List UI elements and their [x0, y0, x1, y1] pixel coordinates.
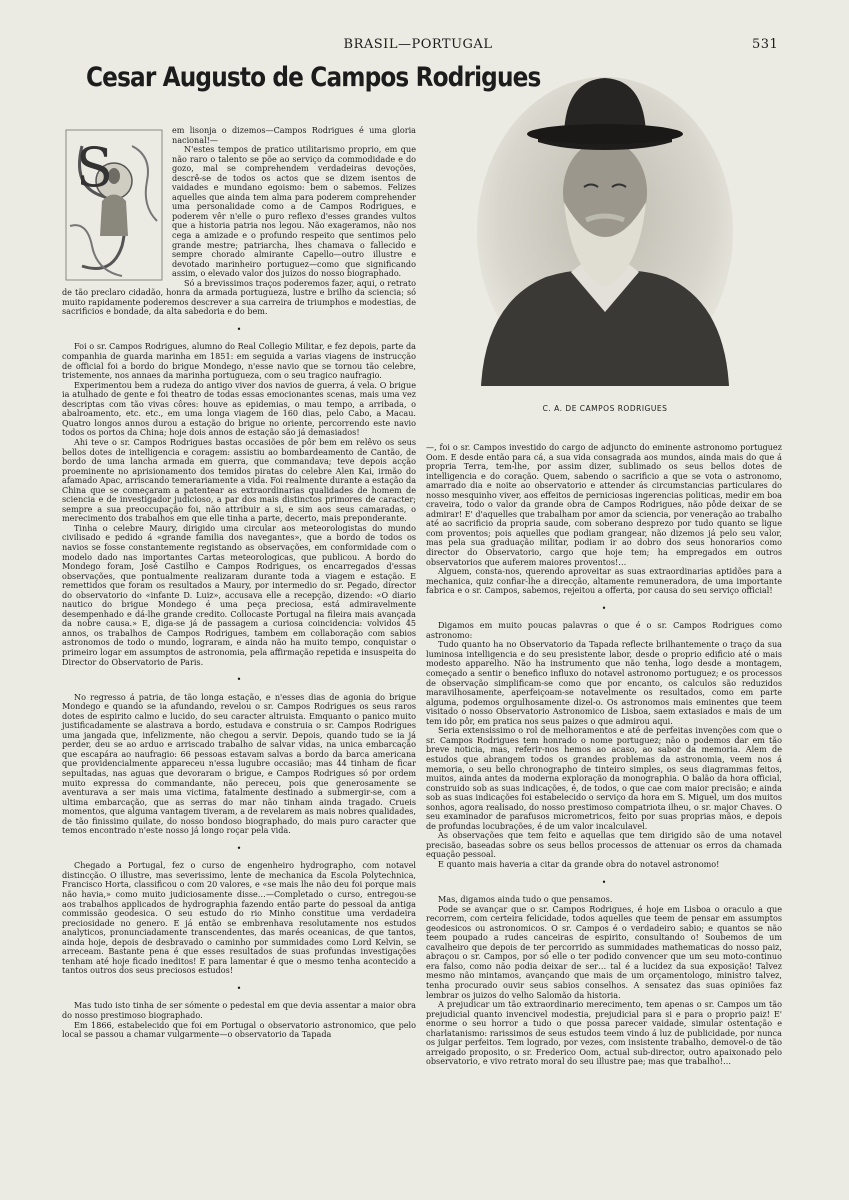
section-separator: •	[236, 983, 242, 993]
paragraph: Chegado a Portugal, fez o curso de engenheiro hydrographo, com notavel distincção. O illustre, mas severissimo, lente de mechanica da Escola Polytechnica, Francisco Horta, classificou o com 20 valores, e «se mais lhe não deu foi porque mais não havia,» como muito judiciosamente disse…—Completado o curso, entregou-se aos trabalhos applicados de hydrographia fazendo então parte do pessoal da antiga commissão geodesica. O seu estudo do rio Minho constitue uma verdadeira preciosidade no genero. E já então se embrenhava resolutamente nos estudos analyticos, pronunciadamente transcendentes, das marés oceanicas, de que tantos, ainda hoje, depois de desbravado o caminho por summidades como Lord Kelvin, se arreceam. Bastante pena é que esses resultados de suas profundas investigações tenham até hoje ficado ineditos! E para lamentar é que o mesmo tenha acontecido a tantos outros dos seus preciosos estudos!	[62, 860, 416, 976]
section-separator: •	[601, 877, 607, 887]
page-number: 531	[752, 37, 779, 52]
paragraph: Em 1866, estabelecido que foi em Portugal o observatorio astronomico, que pelo local se passou a chamar vulgarmente—o observatorio da Tapada	[62, 1019, 416, 1040]
paragraph: N'estes tempos de pratico utilitarismo proprio, em que não raro o talento se põe ao serviço da commodidade e do gozo, mal se comprehendem verdadeiras devoções, descrê-se de todos os actos que se dizem isentos de vaidades e mundano egoismo: bem o sabemos. Felizes aquelles que ainda tem alma para poderem comprehender uma personalidade como a de Campos Rodrigues, e poderem vêr n'elle o puro reflexo d'esses grandes vultos que a historia patria nos legou. Não exageramos, não nos cega a amizade e o profundo respeito que sentimos pelo grande mestre; patriarcha, lhes chamava o fallecido e sempre chorado almirante Capello—outro illustre e devotado marinheiro portuguez—como que significando assim, o elevado valor dos juizos do nosso biographado.	[172, 144, 416, 279]
section-separator: •	[236, 324, 242, 334]
left-column	[62, 126, 416, 1040]
running-head: BRASIL—PORTUGAL	[343, 37, 493, 52]
paragraph: Alguem, consta-nos, querendo aproveitar as suas extraordinarias aptidões para a mechanica, quiz confiar-lhe a direcção, altamente remuneradora, de uma importante fabrica e o sr. Campos, sabemos, rejeitou a offerta, por causa do seu serviço official!	[426, 566, 782, 596]
section-separator: •	[601, 603, 607, 613]
paragraph: Experimentou bem a rudeza do antigo viver dos navios de guerra, á vela. O brigue ia atulhado de gente e foi theatro de todas essas emocionantes scenas, mais uma vez descriptas com tão vivas côres: houve as epidemias, o mau tempo, a arribada, o abalroamento, etc. etc., em uma longa viagem de 160 dias, pelo Cabo, a Macau. Quatro longos annos durou a estação do brigue no oriente, percorrendo este navio todos os portos da China; hoje dois annos de estação são já demasiados!	[62, 379, 416, 438]
dropcap-ornament-icon	[62, 126, 166, 284]
article-title: Cesar Augusto de Campos Rodrigues	[86, 62, 541, 93]
paragraph: Tinha o celebre Maury, dirigido uma circular aos meteorologistas do mundo civilisado e pedido á «grande familia dos navegantes», que a bordo de todos os navios se fosse constantemente registando as observações, em conformidade com o modelo dado nas importantes Cartas meteorologicas, que publicou. A bordo do Mondego foram, José Castilho e Campos Rodrigues, os encarregados d'essas observações, que pontualmente realizaram durante toda a viagem e estação. E remettidos que foram os resultados a Maury, por intermedio do sr. Pegado, director do observatorio do «infante D. Luiz», accusava elle a recepção, dizendo: «O diario nautico do brigue Mondego é uma peça preciosa, está admiravelmente desempenhado e dá-lhe grande credito. Collocaste Portugal na fileira mais avançada da nobre causa.» E, diga-se já de passagem a curiosa coincidencia: volvidos 45 annos, os trabalhos de Campos Rodrigues, tambem em collaboração com sabios astronomos de todo o mundo, lograram, e ainda não ha muito tempo, conquistar o primeiro logar em assumptos de astronomia, pela affirmação repetida e insuspeita do Director do Observatorio de Paris.	[62, 522, 416, 667]
paragraph: Ahi teve o sr. Campos Rodrigues bastas occasiões de pôr bem em relêvo os seus bellos dotes de intelligencia e coragem: assistiu ao bombardeamento de Cantão, de bordo de uma lancha armada em guerra, que commandava; teve depois acção proeminente no aprisionamento dos temidos piratas do celebre Alen Kai, irmão do afamado Apac, arriscando temerariamente a vida. Foi realmente durante a estação da China que se começaram a patentear as extraordinarias qualidades de homem de sciencia e de investigador judicioso, a par dos mais distinctos primores de caracter; sempre a sua preoccupação foi, não attribuir a si, e sim aos seus camaradas, o merecimento dos trabalhos em que elle tinha a parte, decerto, mais preponderante.	[62, 436, 417, 524]
portrait-photo	[476, 72, 734, 386]
paragraph: Tudo quanto ha no Observatorio da Tapada reflecte brilhantemente o traço da sua luminosa intelligencia e do seu presistente labor, desde o proprio edificio até o mais modesto apparelho. Não ha instrumento que não tenha, logo desde a montagem, começado a sentir o benefico influxo do notavel astronomo portuguez; e os processos de observação simplificam-se como que por encanto, os calculos são reduzidos maravilhosamente, aperfeiçoam-se notavelmente os resultados, como em parte alguma, podemos orgulhosamente dizel-o. Os astronomos mais eminentes que teem visitado o nosso Observatorio Astronomico de Lisboa, saem extasiados e mais de um tem ido pôr, em pratica nos seus paizes o que admirou aqui.	[426, 639, 782, 726]
section-separator: •	[236, 843, 242, 853]
paragraph: Foi o sr. Campos Rodrigues, alumno do Real Collegio Militar, e fez depois, parte da companhia de guarda marinha em 1851: em seguida a varias viagens de instrucção de official foi a bordo do brigue Mondego, n'esse navio que se tornou tão celebre, tristemente, nos annaes da marinha portugueza, com o seu tragico naufragio.	[62, 341, 416, 381]
paragraph: No regresso á patria, de tão longa estação, e n'esses dias de agonia do brigue Mondego e quando se ia afundando, revelou o sr. Campos Rodrigues os seus raros dotes de espirito calmo e lucido, do seu caracter altruista. Emquanto o panico muito justificadamente se alastrava a bordo, estudava e construia o sr. Campos Rodrigues uma jangada que, infelizmente, não chegou a servir. Depois, quando tudo se ia já perder, deu se ao arduo e arriscado trabalho de salvar vidas, na unica embarcação que escapára ao naufragio: 66 pessoas estavam salvas a bordo da barca americana que providencialmente appareceu n'essa lugubre occasião; mas 44 tinham de ficar sepultadas, nas aguas que devoraram o brigue, e Campos Rodrigues só por ordem muito expressa do commandante, não pereceu, pois que generosamente se aventurava a ser mais uma victima, fatalmente destinado a submergir-se, com a ultima embarcação, que as serras do mar não tinham ainda tragado. Crueis momentos, que alguma vantagem tiveram, a de revelarem as mais nobres qualidades, de tão finissimo quilate, do nosso bondoso biographado, do mais puro caracter que temos encontrado n'este nosso já longo roçar pela vida.	[62, 691, 416, 836]
paragraph: Mas, digamos ainda tudo o que pensamos.	[438, 894, 613, 905]
paragraph: Mas tudo isto tinha de ser sómente o pedestal em que devia assentar a maior obra do nosso prestimoso biographado.	[62, 1000, 416, 1021]
portrait-caption: C. A. DE CAMPOS RODRIGUES	[542, 404, 668, 413]
paragraph: em lisonja o dizemos—Campos Rodrigues é uma gloria nacional!—	[172, 125, 416, 145]
paragraph: E quanto mais haveria a citar da grande obra do notavel astronomo!	[438, 858, 720, 869]
dropcap-letter: S	[76, 136, 113, 199]
paragraph: A prejudicar um tão extraordinario merecimento, tem apenas o sr. Campos um tão prejudicial quanto invencivel modestia, prejudicial para si e para o proprio paiz! E' enorme o seu horror a tudo o que possa parecer vaidade, simular ostentação e charlatanismo: rarissimos de seus estudos teem vindo á luz de publicidade, por nunca os julgar perfeitos. Tem logrado, por vezes, com insistente trabalho, demovel-o de tão arreigado proposito, o sr. Frederico Oom, actual sub-director, outro apaixonado pelo observatorio, e vivo retrato moral do seu illustre pae; mas que trabalho!…	[426, 999, 782, 1067]
section-separator: •	[236, 675, 242, 685]
paragraph: Seria extensissimo o rol de melhoramentos e até de perfeitas invenções com que o sr. Campos Rodrigues tem honrado o nome portuguez; não o podemos dar em tão breve noticia, mas, referir-nos hemos ao acaso, ao sabor da memoria. Alem de estudos que abrangem todos os grandes problemas da astronomia, veem nos á memoria, o seu bello chronographo de tinteiro simples, os seus diagrammas feitos, muitos, ainda antes da moderna exploração da monographia. O balão da hora official, construido sob as suas indicações, é, de todos, o que cae com maior precisão; e ainda sob as suas indicações foi estabelecido o serviço da hora em S. Miguel, um dos muitos sonhos, agora realisado, do nosso prestimoso compatriota ilheu, o sr. major Chaves. O seu examinador de parafusos micrometricos, feito por suas proprias mãos, e depois de profundas locubrações, é de um valor incalculavel.	[426, 725, 782, 831]
paragraph: Só a brevissimos traços poderemos fazer, aqui, o retrato de tão preclaro cidadão, honra da armada portugueza, lustre e brilho da sciencia; só muito rapidamente poderemos descrever a sua carreira de triumphos e modestias, de sacrificios e bondade, da alta sabedoria e do bem.	[62, 277, 416, 317]
paragraph: —, foi o sr. Campos investido do cargo de adjuncto do eminente astronomo portuguez Oom. E desde então para cá, a sua vida consagrada aos mundos, ainda mais do que á propria Terra, tem-lhe, por assim dizer, sublimado os seus bellos dotes de intelligencia e do coração. Quem, sabendo o sacrificio a que se vota o astronomo, amarrado dia e noite ao observatorio e attender ás circumstancias particulares do nosso mesquinho viver, aos effeitos de perniciosas ingerencias politicas, medir em boa craveira, todo o valor da grande obra de Campos Rodrigues, não pôde deixar de se admirar! E' d'aquelles que trabalham por amor da sciencia, por veneração ao trabalho até ao sacrificio da propria saude, com soberano desprezo por tudo quanto se ligue com proventos; pois aquelles que podiam grangear, não dizemos já pelo seu valor, mas pela sua graduação militar, podiam ir ao dobro dos seus honorarios como director do Observatorio, cargo que hoje tem; ha empregados em outros observatorios que auferem maiores proventos!…	[426, 442, 782, 567]
paragraph: Digamos em muito poucas palavras o que é o sr. Campos Rodrigues como astronomo:	[426, 620, 782, 640]
paragraph: Pode se avançar que o sr. Campos Rodrigues, é hoje em Lisboa o oraculo a que recorrem, com certeira felicidade, todos aquelles que teem de pensar em assumptos geodesicos ou astronomicos. O sr. Campos é o verdadeiro sabio; e quantos se não teem poupado a rudes canceiras de espirito, consultando o! Soubemos de um cavalheiro que depois de ter percorrido as summidades mathematicas do nosso paiz, abraçou o sr. Campos, por só elle o ter podido convencer que um seu moto-continuo era falso, como não podia deixar de ser… tal é a lucidez da sua exposição! Talvez mesmo não mintamos, avançando que mais de um orçamentologo, ministro talvez, tenha procurado ouvir seus sabios conselhos. A sensatez das suas opiniões faz lembrar os juizos do velho Salomão da historia.	[426, 903, 782, 1000]
paragraph: As observações que tem feito e aquellas que tem dirigido são de uma notavel precisão, baseadas sobre os seus bellos processos de attenuar os erros da chamada equação pessoal.	[426, 830, 782, 860]
right-column	[426, 443, 782, 1067]
